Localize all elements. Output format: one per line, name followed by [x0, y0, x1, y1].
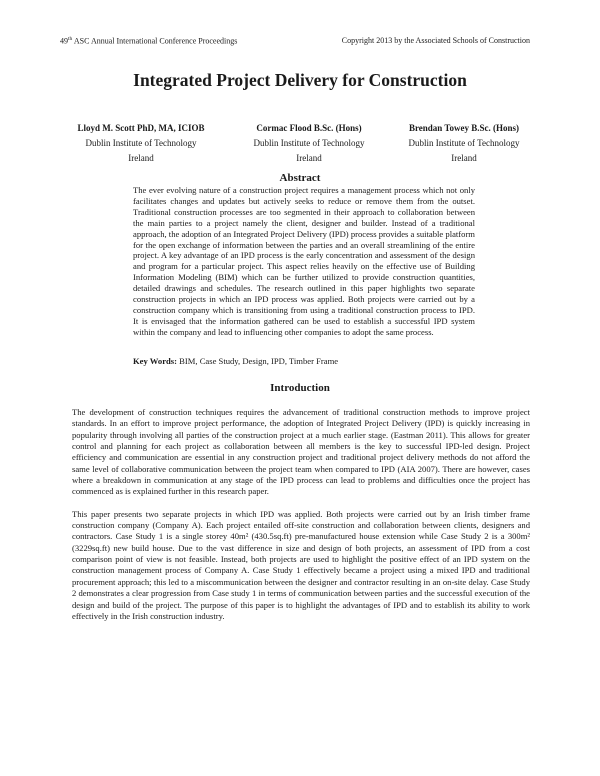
abstract-text: The ever evolving nature of a construction project requires a management process which not only facilitates changes and updates but actively seeks to reduce or remove them from the outset. Traditional construction processes are too segmented in their approach to collaboration between the main parties to a project namely the client, designer and builder. Instead of a traditional approach, the adoption of an Integrated Project Delivery (IPD) process provides a suitable platform for the open exchange of information between the parties and an overall streamlining of the entire project. A key advantage of an IPD process is the early concentration and assessment of the design and program for a particular project. This aspect relies heavily on the effective use of Building Information Modeling (BIM) which can be further utilized to provide construction quantities, detailed drawings and schedules. The research outlined in this paper highlights two separate construction projects in which an IPD process was applied. Both projects were carried out by a construction company which is transitioning from using a traditional construction process to IPD. It is envisaged that the information gathered can be used to establish a successful IPD system within the company and lead to influencing other companies to adopt the same process.	[133, 185, 475, 337]
introduction-heading: Introduction	[270, 382, 330, 394]
author-name: Brendan Towey B.Sc. (Hons)	[408, 123, 520, 133]
author-block	[384, 121, 544, 166]
keywords	[133, 356, 475, 366]
author-country: Ireland	[451, 153, 477, 163]
author-name: Lloyd M. Scott PhD, MA, ICIOB	[77, 123, 205, 133]
author-country: Ireland	[128, 153, 154, 163]
copyright-notice: Copyright 2013 by the Associated Schools of Construction	[341, 36, 530, 45]
abstract-body	[133, 185, 475, 338]
author-block	[229, 121, 389, 166]
introduction-body	[72, 407, 530, 622]
author-institution: Dublin Institute of Technology	[253, 138, 365, 148]
conference-name: 49th ASC Annual International Conference Proceedings	[60, 36, 238, 46]
keywords-label: Key Words:	[133, 356, 178, 366]
author-block	[61, 121, 221, 166]
paragraph: The development of construction techniques requires the advancement of traditional construction methods to improve project standards. In an effort to improve project performance, the adoption of Integrated Project Delivery (IPD) is quickly increasing in popularity through involving all parties of the construction project at a much earlier stage. (Eastman 2011). This allows for greater control and planning for each project as collaboration between all members is the key to successful IPD-led design. Project efficiency and communication are essential in any construction project and traditional project delivery methods do not afford the same level of collaborative communication between the project team when compared to IPD (AIA 2007). There are however, cases where a breakdown in communication at any stage of the IPD process can lead to problems and difficulties once the project has commenced as is explained further in this research paper.	[72, 407, 530, 497]
keywords-list: BIM, Case Study, Design, IPD, Timber Frame	[177, 356, 339, 366]
author-name: Cormac Flood B.Sc. (Hons)	[256, 123, 362, 133]
running-header	[60, 36, 530, 46]
author-country: Ireland	[296, 153, 322, 163]
paragraph: This paper presents two separate projects in which IPD was applied. Both projects were carried out by an Irish timber frame construction company (Company A). Each project entailed off-site construction and collaboration between clients, designers and contractors. Case Study 1 is a single storey 40m² (430.5sq.ft) pre-manufactured house extension while Case Study 2 is a 300m² (3229sq.ft) new build house. Due to the vast difference in size and design of both projects, an assessment of IPD from a cost comparison point of view is not feasible. Instead, both projects are used to highlight the positive effect of an IPD system on the construction management process of Company A. Case Study 1 effectively became a project using a mixed IPD and traditional procurement approach; this led to a miscommunication between the designer and contractor resulting in an on-site delay. Case Study 2 demonstrates a clear progression from Case study 1 in terms of communication between parties and the successful execution of the design and build of the project. The purpose of this paper is to highlight the advantages of IPD and to establish its ability to work effectively in the Irish construction industry.	[72, 508, 530, 621]
author-institution: Dublin Institute of Technology	[85, 138, 197, 148]
abstract-heading: Abstract	[279, 172, 321, 184]
author-institution: Dublin Institute of Technology	[408, 138, 520, 148]
paper-title: Integrated Project Delivery for Construction	[133, 70, 467, 90]
